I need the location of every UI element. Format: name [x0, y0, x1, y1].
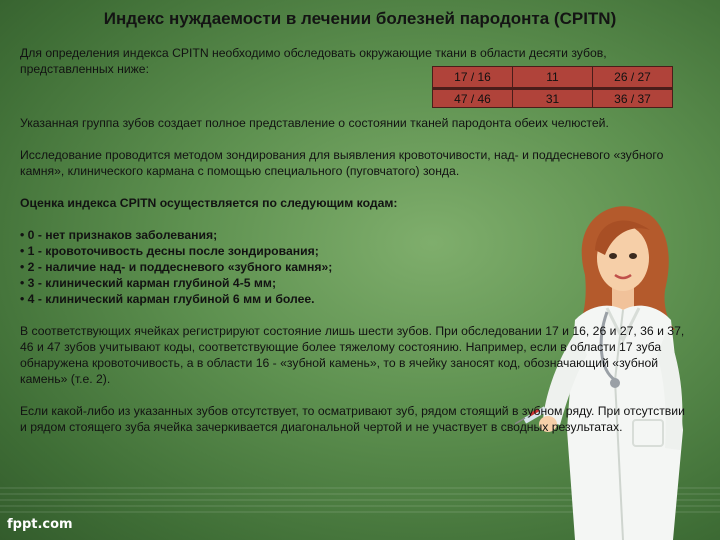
- teeth-row-lower: [433, 89, 673, 108]
- intro-line-1: Для определения индекса CPITN необходимо обследовать окружающие ткани в области десяти зубов,: [20, 46, 607, 60]
- paragraph-coverage: Указанная группа зубов создает полное представление о состоянии тканей пародонта обеих челюстей.: [20, 116, 609, 130]
- paragraph-method: Исследование проводится методом зондирования для выявления кровоточивости, над- и поддесневого «зубного камня», клинического кармана с помощью специального (пуговчатого) зонда.: [20, 148, 664, 178]
- teeth-cell: 47 / 46: [433, 89, 513, 108]
- slide-title: Индекс нуждаемости в лечении болезней пародонта (CPITN): [103, 9, 617, 28]
- fppt-logo: fppt.com: [7, 517, 73, 532]
- teeth-row-upper: [433, 67, 673, 89]
- code-item: • 4 - клинический карман глубиной 6 мм и более.: [20, 292, 315, 306]
- codes-heading: Оценка индекса CPITN осуществляется по следующим кодам:: [20, 196, 398, 210]
- intro-block: [20, 45, 700, 115]
- code-item: • 0 - нет признаков заболевания;: [20, 228, 218, 242]
- intro-line-2: представленных ниже:: [20, 62, 149, 76]
- teeth-cell: 11: [513, 67, 593, 89]
- slide-content: [20, 45, 705, 435]
- paragraph-missing-teeth: Если какой-либо из указанных зубов отсутствует, то осматривают зуб, рядом стоящий в зубном ряду. При отсутствии и рядом стоящего зуба ячейка зачеркивается диагональной чертой и не участвует в сводных результатах.: [20, 404, 685, 434]
- teeth-cell: 36 / 37: [593, 89, 673, 108]
- code-item: • 2 - наличие над- и поддесневого «зубного камня»;: [20, 260, 333, 274]
- code-item: • 3 - клинический карман глубиной 4-5 мм;: [20, 276, 277, 290]
- codes-list: [20, 227, 705, 307]
- teeth-cell: 31: [513, 89, 593, 108]
- teeth-table: [432, 66, 673, 108]
- teeth-cell: 17 / 16: [433, 67, 513, 89]
- paragraph-registration: В соответствующих ячейках регистрируют состояние лишь шести зубов. При обследовании 17 и 16, 26 и 27, 36 и 37, 46 и 47 зубов учитывают коды, соответствующие более тяжелому состоянию. Например, если в области 17 зуба обнаружена кровоточивость, а в области 16 - «зубной камень», то в ячейку заносят код, обозначающий «зубной камень» (т.е. 2).: [20, 324, 685, 386]
- teeth-cell: 26 / 27: [593, 67, 673, 89]
- code-item: • 1 - кровоточивость десны после зондирования;: [20, 244, 319, 258]
